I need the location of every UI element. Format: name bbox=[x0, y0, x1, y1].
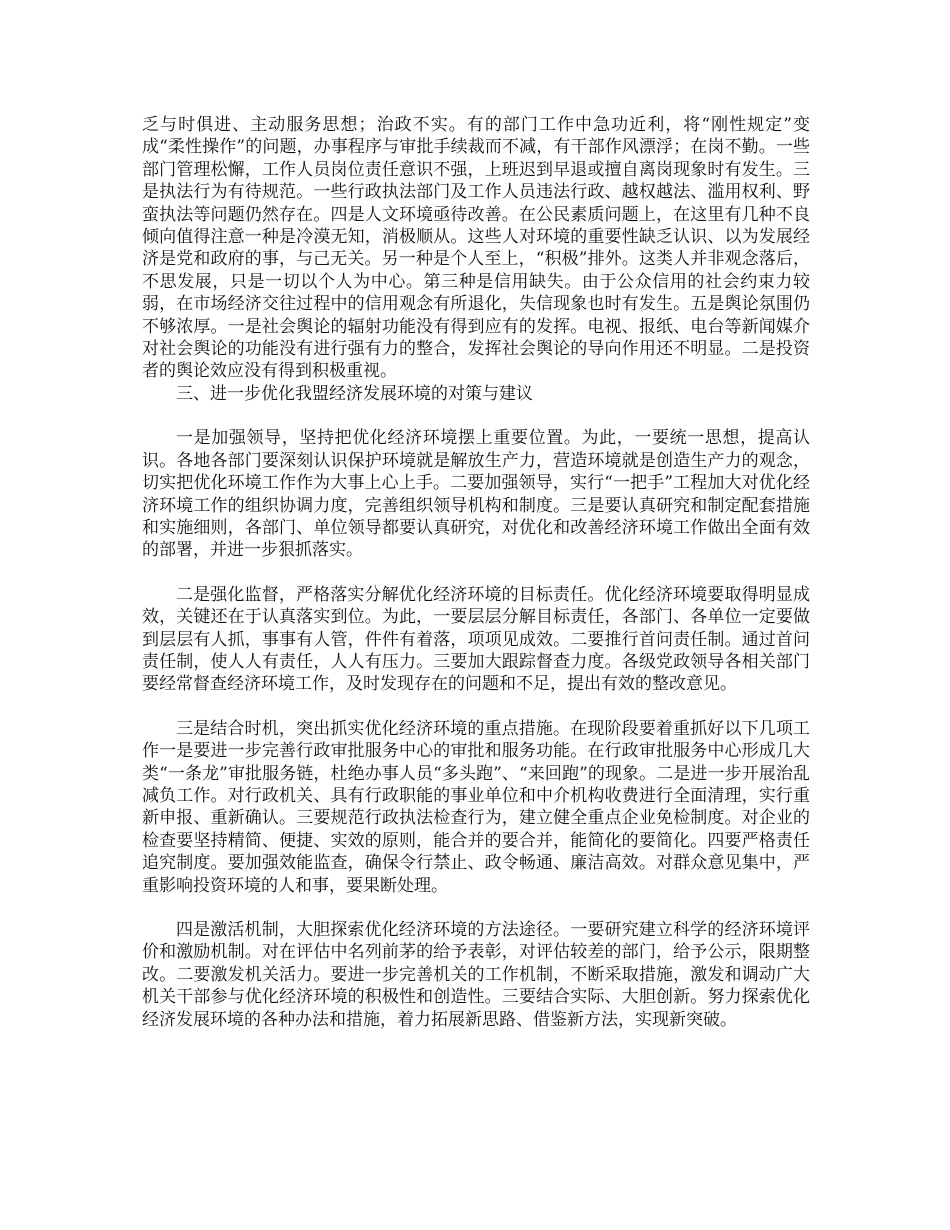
paragraph-leadership: 一是加强领导，坚持把优化经济环境摆上重要位置。为此，一要统一思想，提高认识。各地各部门要深刻认识保护环境就是解放生产力，营造环境就是创造生产力的观念，切实把优化环境工作作为大事上心上手。二要加强领导，实行“一把手”工程加大对优化经济环境工作的组织协调力度，完善组织领导机构和制度。三是要认真研究和制定配套措施和实施细则，各部门、单位领导都要认真研究，对优化和改善经济环境工作做出全面有效的部署，并进一步狠抓落实。 bbox=[142, 428, 810, 561]
paragraph-supervision: 二是强化监督，严格落实分解优化经济环境的目标责任。优化经济环境要取得明显成效，关键还在于认真落实到位。为此，一要层层分解目标责任，各部门、各单位一定要做到层层有人抓，事事有人管，件件有着落，项项见成效。二要推行首问责任制。通过首问责任制，使人人有责任，人人有压力。三要加大跟踪督查力度。各级党政领导各相关部门要经常督查经济环境工作，及时发现存在的问题和不足，提出有效的整改意见。 bbox=[142, 584, 810, 695]
paragraph-key-measures: 三是结合时机，突出抓实优化经济环境的重点措施。在现阶段要着重抓好以下几项工作一是要进一步完善行政审批服务中心的审批和服务功能。在行政审批服务中心形成几大类“一条龙”审批服务链，杜绝办事人员“多头跑”、“来回跑”的现象。二是进一步开展治乱减负工作。对行政机关、具有行政职能的事业单位和中介机构收费进行全面清理，实行重新申报、重新确认。三要规范行政执法检查行为，建立健全重点企业免检制度。对企业的检查要坚持精简、便捷、实效的原则，能合并的要合并，能简化的要简化。四要严格责任追究制度。要加强效能监查，确保令行禁止、政令畅通、廉洁高效。对群众意见集中，严重影响投资环境的人和事，要果断处理。 bbox=[142, 718, 810, 896]
section-heading: 三、进一步优化我盟经济发展环境的对策与建议 bbox=[176, 383, 533, 404]
document-body bbox=[142, 114, 810, 1031]
paragraph-mechanism: 四是激活机制，大胆探索优化经济环境的方法途径。一要研究建立科学的经济环境评价和激励机制。对在评估中名列前茅的给予表彰，对评估较差的部门，给予公示，限期整改。二要激发机关活力。要进一步完善机关的工作机制，不断采取措施，激发和调动广大机关干部参与优化经济环境的积极性和创造性。三要结合实际、大胆创新。努力探索优化经济发展环境的各种办法和措施，着力拓展新思路、借鉴新方法，实现新突破。 bbox=[142, 920, 810, 1030]
paragraph-continuation: 乏与时俱进、主动服务思想；治政不实。有的部门工作中急功近利，将“刚性规定”变成“柔性操作”的问题，办事程序与审批手续裁而不减，有干部作风漂浮；在岗不勤。一些部门管理松懈，工作人员岗位责任意识不强，上班迟到早退或擅自离岗现象时有发生。三是执法行为有待规范。一些行政执法部门及工作人员违法行政、越权越法、滥用权利、野蛮执法等问题仍然存在。四是人文环境亟待改善。在公民素质问题上，在这里有几种不良倾向值得注意一种是冷漠无知，消极顺从。这些人对环境的重要性缺乏认识、以为发展经济是党和政府的事，与己无关。另一种是个人至上，“积极”排外。这类人并非观念落后，不思发展，只是一切以个人为中心。第三种是信用缺失。由于公众信用的社会约束力较弱，在市场经济交往过程中的信用观念有所退化，失信现象也时有发生。五是舆论氛围仍不够浓厚。一是社会舆论的辐射功能没有得到应有的发挥。电视、报纸、电台等新闻媒介对社会舆论的功能没有进行强有力的整合，发挥社会舆论的导向作用还不明显。二是投资者的舆论效应没有得到积极重视。 bbox=[142, 115, 810, 382]
